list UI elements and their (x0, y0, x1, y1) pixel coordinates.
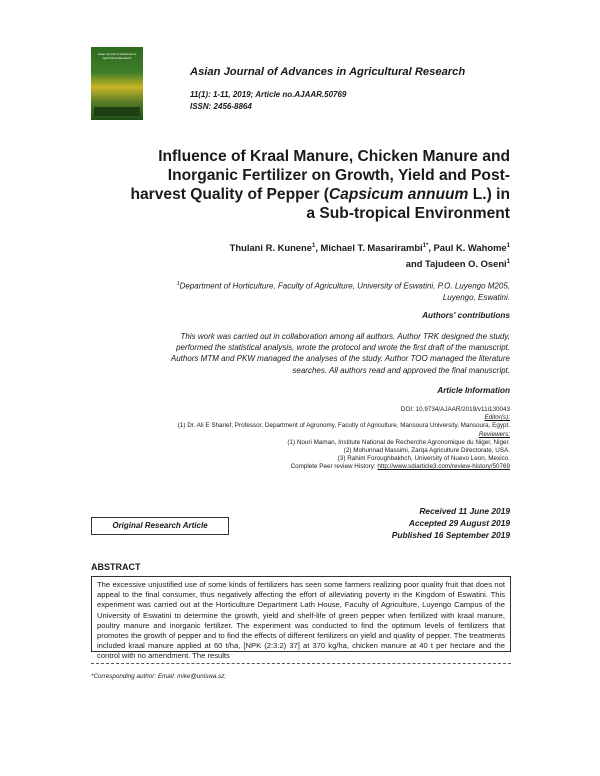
affiliation-line: Luyengo, Eswatini. (442, 292, 510, 302)
author-line (110, 255, 510, 271)
cover-band (94, 107, 140, 116)
affiliation (90, 279, 510, 303)
author-line (110, 239, 510, 255)
author-list (110, 239, 510, 271)
published-date: Published 16 September 2019 (391, 530, 510, 540)
affiliation-text: Department of Horticulture, Faculty of Agriculture, University of Eswatini, P.O. Luyengo M205, (179, 281, 510, 291)
abstract-heading: ABSTRACT (91, 562, 141, 572)
author-affil-mark: 1 (506, 259, 510, 266)
abstract-text: The excessive unjustified use of some kinds of fertilizers has seen some farmers realizing poor quality fruit that does not appeal to the final consumer, thus negatively affecting the effort of alleviating poverty in the Kingdom of Eswatini. This experiment was carried out at the Horticulture Department Lath House, Faculty of Agriculture, Luyengo Campus of the University of Eswatini to determine the growth, yield and shelf-life of green pepper when fertilized with kraal manure, poultry manure and inorganic fertilizer. The experiment was conducted to find the optimum levels of fertilizers that promotes the growth of pepper and to find the effects of different fertilizers on yield and quality of pepper. The treatments included kraal manure applied at 60 t/ha, [NPK (2:3:2) 37] at 370 kg/ha, chicken manure at 40 t per hectare and the control with no amendment. The results (91, 576, 511, 652)
journal-name: Asian Journal of Advances in Agricultural Research (190, 66, 466, 78)
title-line: Influence of Kraal Manure, Chicken Manure and (158, 148, 510, 165)
title-line (90, 185, 510, 204)
author-name: Tajudeen O. Oseni (425, 258, 507, 270)
footnote-divider (91, 663, 511, 664)
contributions-line: This work was carried out in collaboration among all authors. Author TRK designed the study, (180, 332, 510, 341)
review-history (50, 463, 510, 471)
contributions-heading: Authors' contributions (422, 311, 510, 320)
contributions-line: performed the statistical analysis, wrote the protocol and wrote the first draft of the manuscript. (176, 343, 510, 353)
affiliation-line (90, 279, 510, 292)
editor-entry: (1) Dr. Ali E Sharief, Professor, Department of Agronomy, Faculty of Agriculture, Mansoura University, Mansoura, Egypt. (177, 422, 510, 430)
title-line: a Sub-tropical Environment (306, 205, 510, 222)
title-text: L.) in (468, 186, 510, 203)
author-affil-mark: 1 (311, 243, 316, 249)
reviewer-entry: (1) Nouri Maman, Institute National de Recherche Agronomique du Niger, Niger. (287, 438, 510, 446)
article-info (50, 406, 510, 472)
author-name: Paul K. Wahome (433, 242, 507, 254)
author-separator: , (428, 242, 434, 254)
received-date: Received 11 June 2019 (419, 506, 510, 516)
reviewers-label: Reviewers: (478, 430, 510, 438)
cover-title: Asian Journal of Advances in Agricultural Research (97, 52, 137, 60)
title-line: Inorganic Fertilizer on Growth, Yield and Post- (167, 167, 510, 184)
contributions-line: searches. All authors read and approved the final manuscript. (292, 365, 510, 375)
species-name: Capsicum annuum (328, 186, 469, 203)
journal-issn: ISSN: 2456-8864 (190, 102, 252, 111)
editors-label: Editor(s): (484, 414, 510, 422)
title-text: harvest Quality of Pepper ( (130, 186, 329, 203)
publication-dates (392, 505, 510, 541)
author-name: Michael T. Masarirambi (320, 242, 423, 254)
affiliation-mark: 1 (176, 281, 180, 287)
journal-cover-image (91, 47, 143, 120)
author-conjunction: and (405, 258, 426, 270)
doi: DOI: 10.9734/AJAAR/2019/v11i130043 (400, 406, 510, 413)
review-history-label: Complete Peer review History: (290, 463, 378, 471)
author-affil-mark: 1 (506, 243, 510, 249)
reviewer-entry: (2) Mohunnad Massimi, Zarqa Agriculture Directorate, USA. (343, 447, 510, 455)
author-separator: , (315, 242, 321, 254)
journal-citation: 11(1): 1-11, 2019; Article no.AJAAR.50769 (190, 90, 347, 99)
corresponding-author-footnote: *Corresponding author: Email: mike@uniswa.sz; (91, 673, 227, 680)
contributions-text (90, 331, 510, 376)
paper-title (90, 147, 510, 223)
author-affil-mark: 1* (422, 243, 429, 249)
article-info-heading: Article Information (437, 386, 510, 395)
accepted-date: Accepted 29 August 2019 (408, 518, 510, 528)
author-name: Thulani R. Kunene (229, 242, 312, 254)
review-history-link[interactable]: http://www.sdiarticle3.com/review-history/50769 (377, 463, 510, 471)
article-type-box: Original Research Article (91, 517, 229, 535)
contributions-line: Authors MTM and PKW managed the analyses of the study. Author TOO managed the literature (170, 354, 510, 364)
reviewer-entry: (3) Rahim Foroughbakhch, University of Nuevo Leon, Mexico. (337, 455, 510, 463)
